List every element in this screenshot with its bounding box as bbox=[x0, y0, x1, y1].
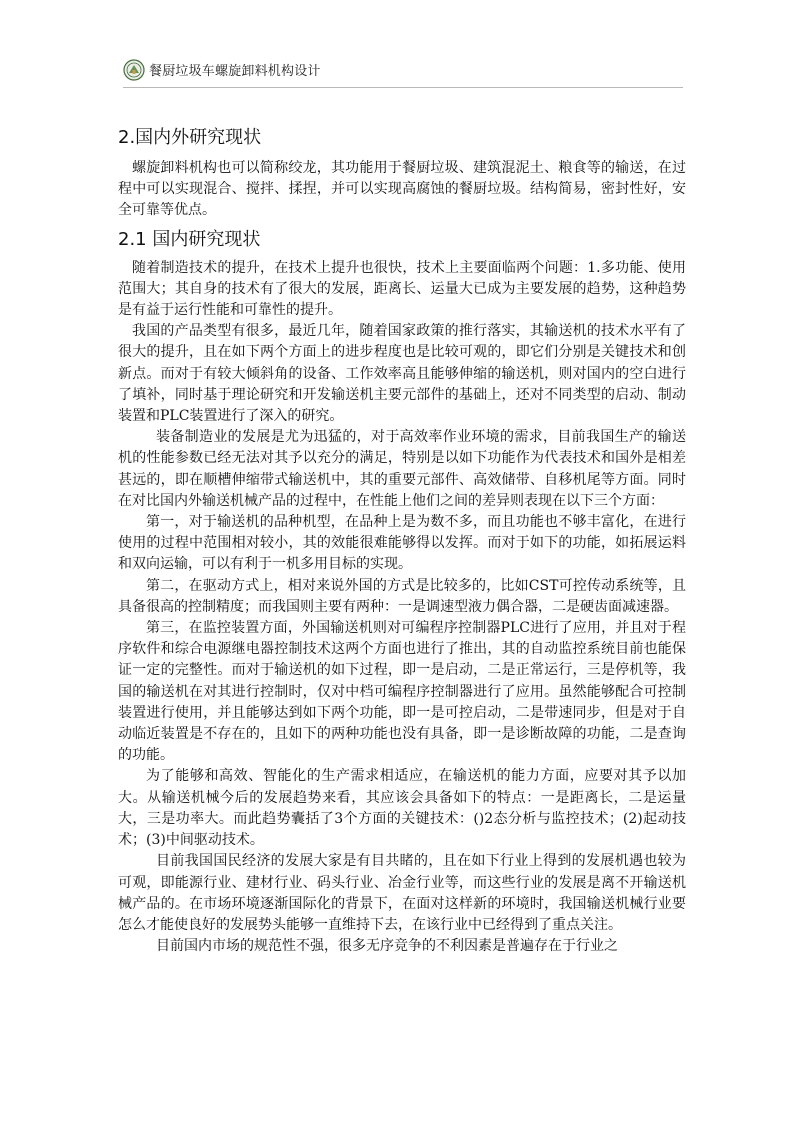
paragraph: 目前我国国民经济的发展大家是有目共睹的，且在如下行业上得到的发展机遇也较为可观，即能源行业、建材行业、码头行业、冶金行业等，而这些行业的发展是离不开输送机械产品的。在市场环境逐渐国际化的背景下，在面对这样新的环境时，我国输送机械行业要怎么才能使良好的发展势头能够一直维持下去，在该行业中已经得到了重点关注。 bbox=[118, 853, 686, 933]
paragraph: 装备制造业的发展是尤为迅猛的，对于高效率作业环境的需求，目前我国生产的输送机的性能参数已经无法对其予以充分的满足，特别是以如下功能作为代表技术和国外是相差甚远的，即在顺槽伸缩带式输送机中，其的重要元部件、高效储带、自移机尾等方面。同时在对比国内外输送机械产品的过程中，在性能上他们之间的差异则表现在以下三个方面： bbox=[118, 429, 686, 509]
paragraph: 目前国内市场的规范性不强，很多无序竞争的不利因素是普遍存在于行业之 bbox=[156, 938, 618, 955]
paragraph: 第一，对于输送机的品种机型，在品种上是为数不多，而且功能也不够丰富化，在进行使用的过程中范围相对较小，其的效能很难能够得以发挥。而对于如下的功能，如拓展运料和双向运输，可以有利于一机多用目标的实现。 bbox=[118, 514, 686, 573]
paragraph: 第二，在驱动方式上，相对来说外国的方式是比较多的，比如CST可控传动系统等，且具备很高的控制精度；而我国则主要有两种：一是调速型液力偶合器，二是硬齿面减速器。 bbox=[118, 577, 686, 615]
section-intro-paragraph: 螺旋卸料机构也可以简称绞龙，其功能用于餐厨垃圾、建筑混泥土、粮食等的输送，在过程中可以实现混合、搅拌、揉捏，并可以实现高腐蚀的餐厨垃圾。结构简易，密封性好，安全可靠等优点。 bbox=[118, 160, 686, 219]
document-body bbox=[118, 124, 686, 957]
paragraph: 随着制造技术的提升，在技术上提升也很快，技术上主要面临两个问题：1.多功能、使用范围大；其自身的技术有了很大的发展，距离长、运量大已成为主要发展的趋势，这种趋势是有益于运行性能和可靠性的提升。 bbox=[118, 259, 686, 319]
section-heading: 2.国内外研究现状 bbox=[118, 127, 262, 148]
header-title: 餐厨垃圾车螺旋卸料机构设计 bbox=[149, 64, 321, 79]
paragraph: 我国的产品类型有很多，最近几年，随着国家政策的推行落实，其输送机的技术水平有了很大的提升，且在如下两个方面上的进步程度也是比较可观的，即它们分别是关键技术和创新点。而对于有较大倾斜角的设备、工作效率高且能够伸缩的输送机，则对国内的空白进行了填补，同时基于理论研究和开发输送机主要元部件的基础上，还对不同类型的启动、制动装置和PLC装置进行了深入的研究。 bbox=[118, 323, 686, 425]
paragraph: 第三，在监控装置方面，外国输送机则对可编程序控制器PLC进行了应用，并且对于程序软件和综合电源继电器控制技术这两个方面也进行了推出，其的自动监控系统目前也能保证一定的完整性。而对于输送机的如下过程，即一是启动，二是正常运行，三是停机等，我国的输送机在对其进行控制时，仅对中档可编程序控制器进行了应用。虽然能够配合可控制装置进行使用，并且能够达到如下两个功能，即一是可控启动，二是带速同步，但是对于自动临近装置是不存在的，且如下的两种功能也没有具备，即一是诊断故障的功能，二是查询的功能。 bbox=[118, 620, 686, 764]
university-emblem-icon bbox=[123, 59, 145, 81]
page-header bbox=[123, 56, 683, 88]
paragraph: 为了能够和高效、智能化的生产需求相适应，在输送机的能力方面，应要对其予以加大。从输送机械今后的发展趋势来看，其应该会具备如下的特点：一是距离长，二是运量大，三是功率大。而此趋势囊括了3个方面的关键技术：()2态分析与监控技术；(2)起动技术；(3)中间驱动技术。 bbox=[118, 768, 686, 849]
subsection-heading: 2.1 国内研究现状 bbox=[118, 228, 261, 250]
